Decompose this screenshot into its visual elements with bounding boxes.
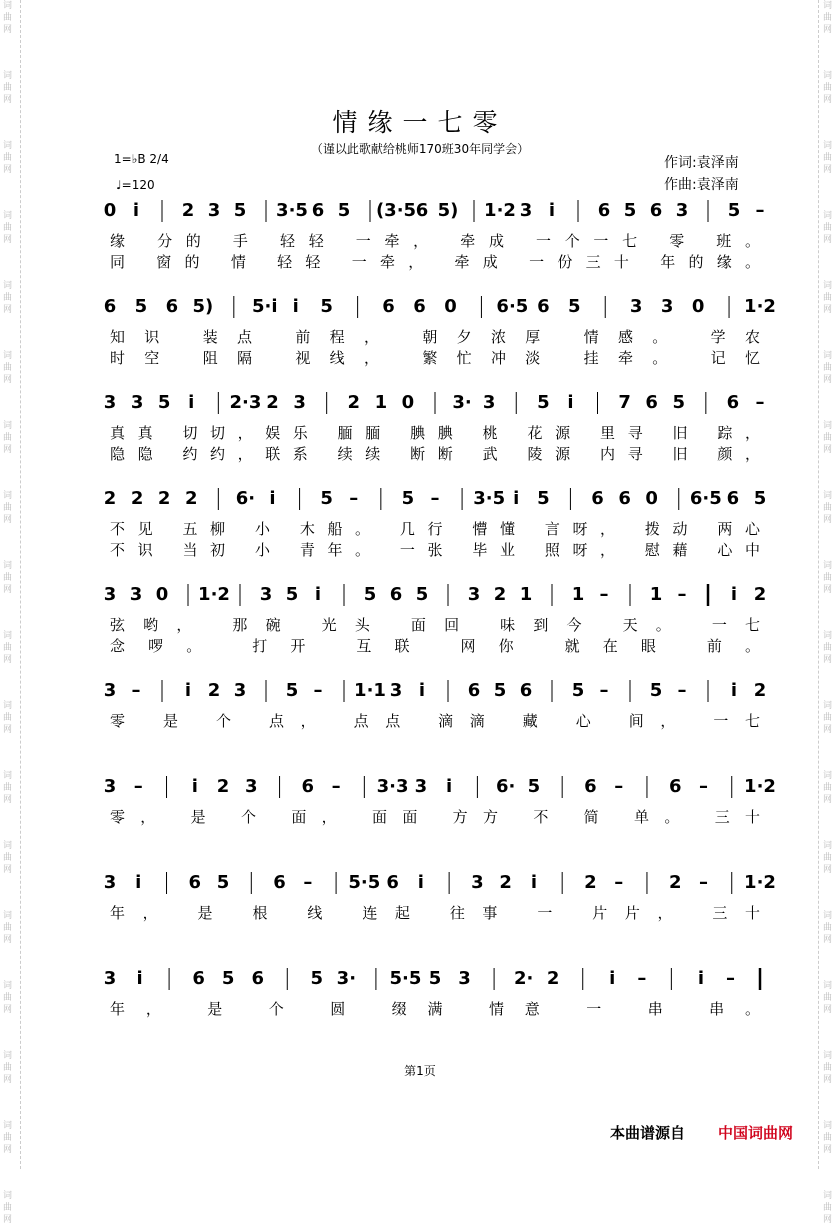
note: i	[132, 200, 140, 221]
note: 0	[155, 584, 169, 605]
note: 6	[389, 584, 403, 605]
note: –	[698, 776, 708, 797]
note: i	[730, 680, 738, 701]
note: 6	[726, 392, 740, 413]
note: i	[184, 680, 192, 701]
note: 6	[645, 392, 658, 413]
note: 3	[130, 392, 144, 413]
note: 1·2	[198, 584, 230, 605]
composer-credit: 作曲:袁泽南	[664, 177, 739, 193]
song-title: 情缘一七零	[332, 108, 508, 137]
watermark-text: 词曲网	[823, 351, 833, 385]
note: 5	[285, 680, 299, 701]
lyric-line: 知识 装点 前程， 朝夕浓厚 情感。 学农	[110, 328, 760, 346]
lyric-line: 年， 是 个 圆 缀满 情意 一 串 串。	[110, 1000, 760, 1018]
note: 6	[467, 680, 481, 701]
note: 2·3	[229, 392, 262, 413]
note: 6·5	[496, 296, 529, 317]
lyric-line: 缘 分的 手 轻轻 一牵， 牵成 一个一七 零 班。	[110, 232, 760, 250]
note: i	[513, 488, 520, 509]
watermark-text: 词曲网	[3, 981, 13, 1015]
note: 5	[233, 200, 247, 221]
note: i	[730, 584, 738, 605]
note: i	[417, 872, 424, 893]
note: –	[599, 584, 609, 605]
lyric-line: 年， 是 根 线 连起 往事 一 片片， 三十	[110, 904, 760, 922]
note: i	[446, 776, 453, 797]
page-number: 第1页	[404, 1064, 436, 1078]
note: 5·5	[389, 968, 422, 989]
note: 6	[382, 296, 395, 317]
note: 5)	[437, 200, 459, 221]
note: 5	[537, 392, 550, 413]
note: 6	[591, 488, 604, 509]
note: 6	[649, 200, 663, 221]
note: 3	[103, 392, 117, 413]
note: 2	[493, 584, 507, 605]
note: 2	[584, 872, 597, 893]
watermark-text: 词曲网	[3, 1121, 13, 1155]
watermark-text: 词曲网	[3, 631, 13, 665]
watermark-text: 词曲网	[3, 71, 13, 105]
note: 3	[519, 200, 533, 221]
lyric-line: 时空 阻隔 视线， 繁忙冲淡 挂牵。 记忆	[110, 349, 760, 367]
note: 1	[374, 392, 388, 413]
note: 3	[389, 680, 403, 701]
note: 2	[181, 200, 195, 221]
note: 6	[537, 296, 550, 317]
note: 6	[413, 296, 426, 317]
note: 6	[386, 872, 399, 893]
note: i	[188, 392, 195, 413]
note: –	[131, 680, 141, 701]
note: –	[698, 872, 708, 893]
note: 5	[285, 584, 299, 605]
note: i	[697, 968, 704, 989]
note: 2	[499, 872, 512, 893]
note: 5·i	[251, 296, 278, 317]
note: 5	[493, 680, 507, 701]
note: (3·5	[375, 200, 417, 221]
lyric-line: 念啰。 打开 互联 网你 就在眼 前。	[110, 637, 760, 655]
watermark-text: 词曲网	[823, 561, 833, 595]
note: 6	[273, 872, 286, 893]
watermark-text: 词曲网	[823, 1191, 833, 1225]
note: 0	[645, 488, 658, 509]
lyric-line: 弦哟， 那碗 光头 面回 味到今 天。 一七	[110, 616, 760, 634]
watermark-text: 词曲网	[823, 281, 833, 315]
note: 1	[519, 584, 533, 605]
watermark-text: 词曲网	[3, 1191, 13, 1225]
watermark-text: 词曲网	[823, 911, 833, 945]
note: i	[292, 296, 299, 317]
note: 3·5	[473, 488, 506, 509]
note: 3	[233, 680, 247, 701]
watermark-text: 词曲网	[3, 1051, 13, 1085]
watermark-text: 词曲网	[3, 491, 13, 525]
watermark-text: 词曲网	[823, 841, 833, 875]
note: i	[548, 200, 556, 221]
note: 2	[207, 680, 221, 701]
note: 5	[320, 488, 333, 509]
note: 0	[691, 296, 705, 317]
site-name[interactable]: 中国词曲网	[718, 1124, 794, 1142]
key-signature: 1=♭B 2/4	[114, 152, 169, 166]
note: 5	[363, 584, 377, 605]
note: 3	[629, 296, 643, 317]
watermark-text: 词曲网	[3, 561, 13, 595]
lyric-line: 不见 五柳 小 木船。 几行 懵懂 言呀， 拨动 两心	[110, 520, 760, 538]
watermark-text: 词曲网	[823, 981, 833, 1015]
lyric-line: 同 窗的 情 轻轻 一牵， 牵成 一份三十 年的缘。	[110, 253, 761, 271]
note: 3	[675, 200, 689, 221]
note: 1·2	[744, 296, 776, 317]
lyric-line: 不识 当初 小 青年。 一张 毕业 照呀， 慰藉 心中	[110, 541, 760, 559]
note: 5	[527, 776, 541, 797]
note: 3	[103, 776, 117, 797]
song-dedication: （谨以此歌献给桃师170班30年同学会）	[310, 142, 530, 156]
note: 6	[192, 968, 205, 989]
note: –	[331, 776, 341, 797]
note: 2	[103, 488, 117, 509]
note: 6	[188, 872, 202, 893]
note: 2	[347, 392, 361, 413]
watermark-text: 词曲网	[3, 281, 13, 315]
note: 0	[103, 200, 117, 221]
note: 3·	[336, 968, 357, 989]
note: 1·2	[744, 872, 776, 893]
lyric-line: 零， 是 个 面， 面面 方方 不 简 单。 三十	[110, 808, 760, 826]
note: –	[599, 680, 609, 701]
note: 2	[668, 872, 682, 893]
note: 2	[184, 488, 198, 509]
note: 6	[597, 200, 611, 221]
watermark-text: 词曲网	[823, 631, 833, 665]
note: i	[609, 968, 616, 989]
note: 3	[467, 584, 481, 605]
note: 3	[129, 584, 143, 605]
note: 3·5	[276, 200, 308, 221]
note: 6	[103, 296, 117, 317]
note: –	[725, 968, 735, 989]
note: 2	[753, 584, 767, 605]
watermark-text: 词曲网	[3, 141, 13, 175]
source-label: 本曲谱源自	[610, 1124, 686, 1142]
watermark-text: 词曲网	[823, 71, 833, 105]
watermark-text: 词曲网	[823, 211, 833, 245]
tempo-marking: ♩=120	[116, 178, 155, 192]
note: i	[269, 488, 276, 509]
note: 6·5	[689, 488, 722, 509]
note: –	[677, 680, 687, 701]
note: 0	[401, 392, 415, 413]
note: 5	[428, 968, 442, 989]
note: 5	[337, 200, 351, 221]
note: 6	[165, 296, 179, 317]
note: 5	[672, 392, 686, 413]
note: 3	[259, 584, 273, 605]
note: 5	[157, 392, 171, 413]
note: 2	[157, 488, 171, 509]
note: 0	[444, 296, 457, 317]
note: 2	[266, 392, 279, 413]
note: 5	[310, 968, 324, 989]
watermark-text: 词曲网	[823, 1, 833, 35]
note: i	[567, 392, 574, 413]
note: 6	[726, 488, 740, 509]
note: 6	[311, 200, 325, 221]
note: –	[755, 392, 765, 413]
note: 5	[649, 680, 663, 701]
note: 5	[221, 968, 235, 989]
note: 2	[130, 488, 144, 509]
note: 6	[519, 680, 533, 701]
note: –	[614, 776, 624, 797]
note: 3	[471, 872, 484, 893]
note: 5	[753, 488, 767, 509]
note: 3	[103, 680, 117, 701]
note: 2	[216, 776, 230, 797]
note: 5	[727, 200, 741, 221]
note: 3·	[452, 392, 472, 413]
watermark-text: 词曲网	[823, 141, 833, 175]
note: 6	[301, 776, 315, 797]
lyricist-credit: 作词:袁泽南	[664, 155, 739, 171]
note: i	[418, 680, 426, 701]
note: 2	[753, 680, 767, 701]
note: 5)	[192, 296, 214, 317]
note: 5	[415, 584, 429, 605]
note: 5	[320, 296, 333, 317]
note: 6·	[495, 776, 516, 797]
watermark-text: 词曲网	[823, 771, 833, 805]
watermark-text: 词曲网	[3, 211, 13, 245]
watermark-text: 词曲网	[3, 1, 13, 35]
watermark-text: 词曲网	[3, 841, 13, 875]
note: 3	[660, 296, 674, 317]
note: 5	[401, 488, 415, 509]
note: 6	[618, 488, 631, 509]
watermark-text: 词曲网	[3, 911, 13, 945]
note: i	[191, 776, 198, 797]
note: 3	[245, 776, 258, 797]
watermark-text: 词曲网	[3, 351, 13, 385]
note: 3	[458, 968, 471, 989]
watermark-text: 词曲网	[3, 771, 13, 805]
note: 3	[207, 200, 221, 221]
note: –	[430, 488, 440, 509]
note: 6	[251, 968, 264, 989]
note: 5	[537, 488, 550, 509]
note: i	[530, 872, 537, 893]
note: 3	[482, 392, 496, 413]
watermark-text: 词曲网	[823, 701, 833, 735]
note: 3	[103, 872, 117, 893]
note: 7	[618, 392, 631, 413]
note: 5	[134, 296, 148, 317]
note: 2	[546, 968, 560, 989]
note: 1·2	[744, 776, 776, 797]
note: –	[133, 776, 143, 797]
note: 3	[103, 584, 117, 605]
note: 3	[103, 968, 117, 989]
watermark-text: 词曲网	[3, 701, 13, 735]
note: 3	[414, 776, 428, 797]
note: 5·5	[348, 872, 381, 893]
note: 2·	[513, 968, 534, 989]
note: 6	[668, 776, 682, 797]
note: 1·1	[354, 680, 386, 701]
note: –	[303, 872, 313, 893]
lyric-line: 真真 切切，娱乐 腼腼 腆腆 桃 花源 里寻 旧 踪，	[110, 424, 760, 442]
note: –	[614, 872, 624, 893]
note: –	[755, 200, 765, 221]
note: 3·3	[376, 776, 409, 797]
note: i	[314, 584, 322, 605]
watermark-text: 词曲网	[823, 491, 833, 525]
lyric-line: 零 是 个 点， 点点 滴滴 藏 心 间， 一七	[110, 712, 760, 730]
note: 1	[649, 584, 663, 605]
note: 5	[623, 200, 637, 221]
lyric-line: 隐隐 约约，联系 续续 断断 武 陵源 内寻 旧 颜，	[110, 445, 760, 463]
note: 1·2	[484, 200, 516, 221]
note: 5	[568, 296, 581, 317]
watermark-text: 词曲网	[3, 421, 13, 455]
note: 6	[415, 200, 429, 221]
note: 5	[571, 680, 585, 701]
watermark-text: 词曲网	[823, 421, 833, 455]
note: –	[313, 680, 323, 701]
note: –	[677, 584, 687, 605]
note: 6	[584, 776, 597, 797]
note: –	[349, 488, 359, 509]
watermark-text: 词曲网	[823, 1121, 833, 1155]
watermark-text: 词曲网	[823, 1051, 833, 1085]
note: 3	[293, 392, 306, 413]
note: i	[136, 968, 143, 989]
note: i	[135, 872, 142, 893]
note: –	[637, 968, 647, 989]
note: 6·	[235, 488, 256, 509]
note: 5	[216, 872, 230, 893]
note: 1	[571, 584, 585, 605]
